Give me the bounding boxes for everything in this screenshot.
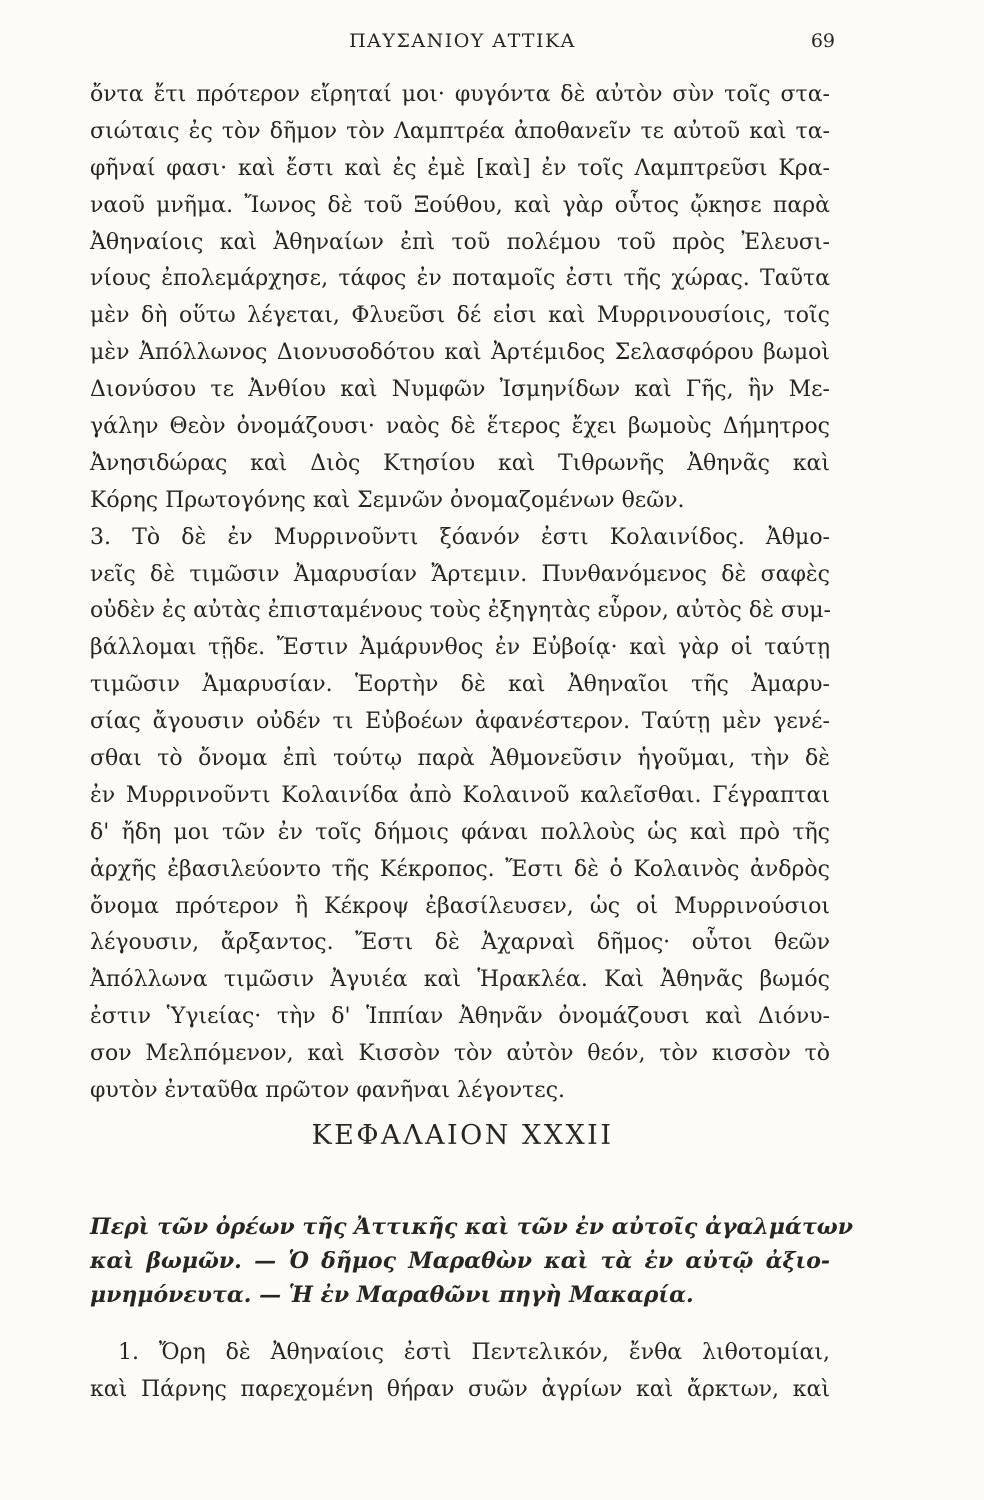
text-line: ἐν Μυρρινοῦντι Κολαινίδα ἀπὸ Κολαινοῦ καλεῖσθαι. Γέγραπται [90,782,830,808]
text-line: Διονύσου τε Ἀνθίου καὶ Νυμφῶν Ἰσμηνίδων καὶ Γῆς, ἣν Με- [90,377,830,403]
text-line: σον Μελπόμενον, καὶ Κισσὸν τὸν αὐτὸν θεόν, τὸν κισσὸν τὸ [90,1041,830,1067]
text-line: νεῖς δὲ τιμῶσιν Ἀμαρυσίαν Ἄρτεμιν. Πυνθανόμενος δὲ σαφὲς [90,561,830,587]
text-line: φυτὸν ἐνταῦθα πρῶτον φανῆναι λέγοντες. [90,1078,566,1104]
text-line: λέγουσιν, ἄρξαντος. Ἔστι δὲ Ἀχαρναὶ δῆμος· οὗτοι θεῶν [90,930,830,956]
text-line: σιώταις ἐς τὸν δῆμον τὸν Λαμπτρέα ἀποθανεῖν τε αὐτοῦ καὶ τα- [90,118,830,144]
chapter-summary [90,1210,853,1312]
text-line: καὶ Πάρνης παρεχομένη θήραν συῶν ἀγρίων καὶ ἄρκτων, καὶ [90,1376,830,1402]
running-title: ΠΑΥΣΑΝΙΟΥ ΑΤΤΙΚΑ [349,30,576,52]
text-line: βάλλομαι τῇδε. Ἔστιν Ἀμάρυνθος ἐν Εὐβοίᾳ· καὶ γὰρ οἱ ταύτῃ [90,635,830,661]
text-line: 1. Ὄρη δὲ Ἀθηναίοις ἐστὶ Πεντελικόν, ἔνθα λιθοτομίαι, [118,1340,830,1365]
text-line: ἀρχῆς ἐβασιλεύοντο τῆς Κέκροπος. Ἔστι δὲ ὁ Κολαινὸς ἀνδρὸς [90,856,830,882]
text-line: νίους ἐπολεμάρχησε, τάφος ἐν ποταμοῖς ἐστι τῆς χώρας. Ταῦτα [90,266,830,292]
text-line: 3. Τὸ δὲ ἐν Μυρρινοῦντι ξόανόν ἐστι Κολαινίδος. Ἀθμο- [90,524,830,550]
text-line: Ἀθηναίοις καὶ Ἀθηναίων ἐπὶ τοῦ πολέμου τοῦ πρὸς Ἐλευσι- [90,229,830,255]
text-line: ἐστιν Ὑγιείας· τὴν δ' Ἱππίαν Ἀθηνᾶν ὀνομάζουσι καὶ Διόνυ- [90,1004,830,1030]
text-line: Ἀνησιδώρας καὶ Διὸς Κτησίου καὶ Τιθρωνῆς Ἀθηνᾶς καὶ [90,450,830,476]
text-line: τιμῶσιν Ἀμαρυσίαν. Ἑορτὴν δὲ καὶ Ἀθηναῖοι τῆς Ἀμαρυ- [90,672,830,698]
text-line: μὲν δὴ οὕτω λέγεται, Φλυεῦσι δέ εἰσι καὶ Μυρρινουσίοις, τοῖς [90,303,830,329]
summary-line: καὶ βωμῶν. — Ὁ δῆμος Μαραθὼν καὶ τὰ ἐν αὐτῷ ἀξιο- [90,1248,830,1274]
text-line: σθαι τὸ ὄνομα ἐπὶ τούτῳ παρὰ Ἀθμονεῦσιν ἡγοῦμαι, τὴν δὲ [90,746,830,772]
text-line: γάλην Θεὸν ὀνομάζουσι· ναὸς δὲ ἕτερος ἔχει βωμοὺς Δήμητρος [90,414,830,440]
text-line: ὄνομα πρότερον ἢ Κέκροψ ἐβασίλευσεν, ὡς οἱ Μυρρινούσιοι [90,893,830,919]
text-line: ναοῦ μνῆμα. Ἴωνος δὲ τοῦ Ξούθου, καὶ γὰρ οὗτος ᾤκησε παρὰ [90,192,830,218]
summary-line: Περὶ τῶν ὀρέων τῆς Ἀττικῆς καὶ τῶν ἐν αὐτοῖς ἀγαλμάτων [90,1214,853,1240]
text-line: οὐδὲν ἐς αὐτὰς ἐπισταμένους τοὺς ἐξηγητὰς εὗρον, αὐτὸς δὲ συμ- [90,598,831,624]
text-line: φῆναί φασι· καὶ ἔστι καὶ ἐς ἐμὲ [καὶ] ἐν τοῖς Λαμπτρεῦσι Κρα- [90,155,830,181]
chapter-heading: ΚΕΦΑΛΑΙΟΝ XXXII [311,1120,614,1151]
text-line: Ἀπόλλωνα τιμῶσιν Ἀγυιέα καὶ Ἡρακλέα. Καὶ Ἀθηνᾶς βωμός [90,967,830,993]
chapter-paragraph [90,1335,830,1409]
text-line: ὄντα ἔτι πρότερον εἴρηταί μοι· φυγόντα δὲ αὐτὸν σὺν τοῖς στα- [90,82,830,107]
running-head [90,30,835,60]
summary-line: μνημόνευτα. — Ἡ ἐν Μαραθῶνι πηγὴ Μακαρία. [90,1282,694,1308]
main-text-block [90,77,830,1110]
page-number: 69 [810,30,835,52]
text-line: δ' ἤδη μοι τῶν ἐν τοῖς δήμοις φάναι πολλοὺς ὡς καὶ πρὸ τῆς [90,819,830,845]
text-line: σίας ἄγουσιν οὐδέν τι Εὐβοέων ἀφανέστερον. Ταύτῃ μὲν γενέ- [90,709,830,735]
text-line: Κόρης Πρωτογόνης καὶ Σεμνῶν ὀνομαζομένων θεῶν. [90,487,685,513]
text-line: μὲν Ἀπόλλωνος Διονυσοδότου καὶ Ἀρτέμιδος Σελασφόρου βωμοὶ [90,340,830,366]
